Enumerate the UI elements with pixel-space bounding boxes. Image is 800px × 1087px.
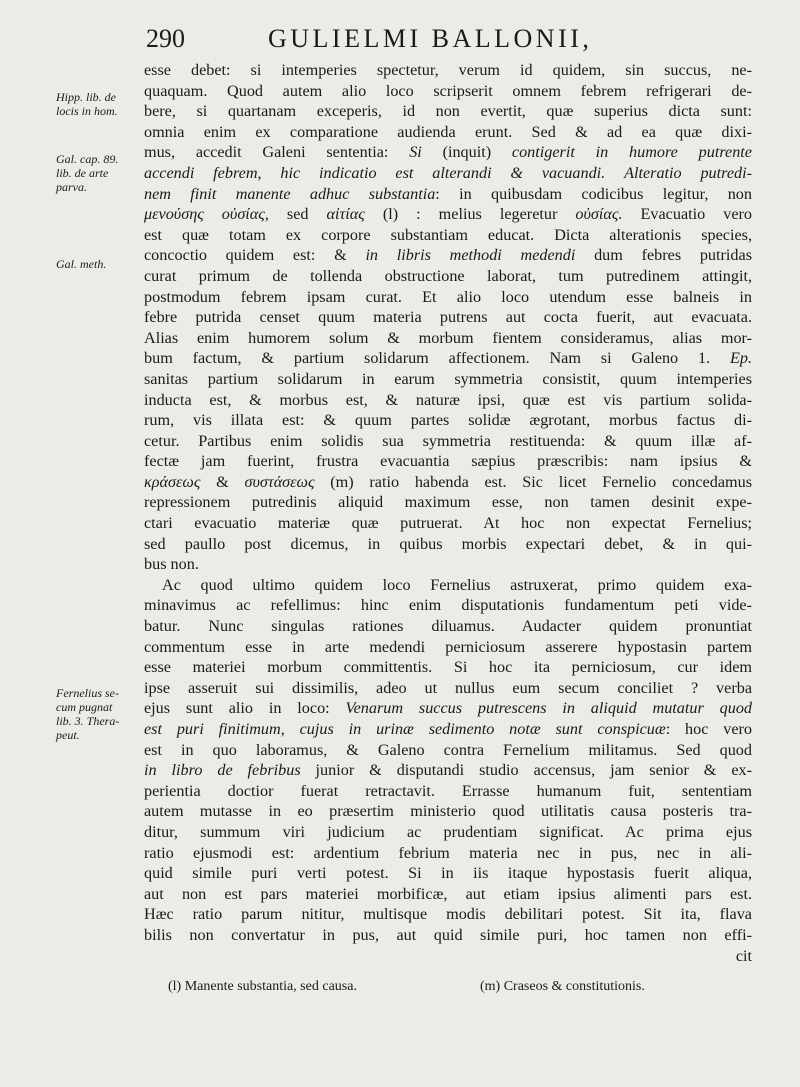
text-run: est in quo laboramus, & Galeno contra Fernelium militamus. Sed quod: [144, 740, 752, 759]
text-line: [144, 431, 752, 452]
text-run: ejus sunt alio in loco:: [144, 699, 346, 718]
text-run: [605, 164, 624, 182]
italic-run: Si: [409, 143, 422, 162]
text-line: [144, 534, 752, 555]
text-run: est quæ totam ex corpore substantiam educat. Dicta alterationis species,: [144, 225, 752, 244]
text-run: commentum esse in arte medendi perniciosum asserere hypostasin partem: [144, 637, 752, 656]
italic-run: Ep.: [729, 349, 752, 368]
italic-run: contigerit in humore putrente: [511, 143, 752, 162]
text-run: batur. Nunc singulas rationes diluamus. Audacter quidem pronuntiat: [144, 617, 752, 636]
text-run: junior & disputandi studio accensus, jam senior & ex-: [300, 761, 752, 780]
text-line: [144, 451, 752, 472]
text-run: ,: [257, 163, 281, 182]
text-line: [144, 554, 752, 575]
text-line: [144, 225, 752, 246]
text-run: ratio ejusmodi est: ardentium febrium materia nec in pus, nec in ali-: [144, 843, 752, 862]
italic-run: Alteratio putredi-: [624, 163, 752, 182]
text-line: [144, 616, 752, 637]
text-run: rum, vis illata est: & quum partes solidæ ægrotant, morbus factus di-: [144, 411, 752, 430]
text-run: fectæ jam fuerint, frustra evacuantia sæpius præscribis: nam ipsius &: [144, 452, 752, 471]
text-line: [144, 410, 752, 431]
footnote-l: (l) Manente substantia, sed causa.: [168, 979, 357, 994]
margin-note-hipp: Hipp. lib. de locis in hom.: [56, 90, 118, 118]
text-run: esse debet: si intemperies spectetur, verum id quidem, sin succus, ne-: [144, 61, 752, 79]
text-run: curat primum de tollenda obstructione laborat, tum putredinem attingit,: [144, 266, 752, 285]
text-line: [144, 946, 752, 967]
text-run: dum febres putridas: [575, 246, 752, 265]
text-run: bilis non convertatur in pus, aut quid simile puri, hoc tamen non effi-: [144, 925, 752, 944]
text-line: [144, 287, 752, 308]
text-run: quaquam. Quod autem alio loco scripserit omnem febrem refrigerari de-: [144, 81, 752, 100]
text-line: [144, 184, 752, 205]
text-line: [144, 595, 752, 616]
text-line: [144, 101, 752, 122]
running-title: GULIELMI BALLONII,: [268, 24, 593, 53]
text-line: [144, 925, 752, 946]
text-line: [144, 719, 752, 740]
text-run: : hoc vero: [665, 720, 752, 738]
text-run: (m) ratio habenda est. Sic licet Fernelio concedamus: [314, 472, 752, 491]
text-line: [144, 472, 752, 493]
text-line: [144, 740, 752, 761]
text-run: ctari evacuatio materiæ quæ putruerat. At hoc non expectat Fernelius;: [144, 514, 752, 533]
text-line: [144, 266, 752, 287]
italic-run: accendi febrem: [144, 163, 258, 182]
text-run: febre putrida censet quum materia putrens aut cocta fuerit, aut evacuata.: [144, 308, 752, 327]
text-run: quid simile puri verti potest. Si in iis itaque hypostasis fuerit aliqua,: [144, 864, 752, 883]
text-run: inducta est, & morbus est, & naturæ ipsi, quæ est vis partium solida-: [144, 390, 752, 409]
text-line: [144, 884, 752, 905]
text-run: Hæc ratio parum nititur, multisque modis debilitari potest. Sit ita, flava: [144, 905, 752, 924]
text-run: perientia doctior fuerat retractavit. Errasse humanum fuit, sententiam: [144, 781, 752, 800]
text-run: bus non.: [144, 555, 199, 574]
text-run: omnia enim ex comparatione audienda erunt. Sed & ad ea quæ dixi-: [144, 122, 752, 141]
text-line: [144, 492, 752, 513]
italic-run: est puri finitimum: [144, 720, 281, 738]
italic-run: αἰτίας: [326, 205, 365, 224]
italic-run: cujus in urinæ sedimento notæ sunt conspicuæ: [299, 720, 666, 738]
text-run: autem mutasse in eo præsertim ministerio quod utilitatis causa posteris tra-: [144, 802, 752, 821]
text-line: [144, 81, 752, 102]
text-line: [144, 678, 752, 699]
text-line: [144, 657, 752, 678]
text-run: (l) : melius legeretur: [364, 205, 576, 224]
italic-run: Venarum succus putrescens in aliquid mutatur quod: [345, 699, 752, 718]
body-text: [144, 60, 752, 966]
text-line: [144, 348, 752, 369]
text-line: [144, 822, 752, 843]
italic-run: συστάσεως: [244, 472, 315, 491]
italic-run: μενούσης οὐσίας: [144, 205, 265, 224]
page-header: [146, 22, 746, 58]
text-run: aut non est pars materiei morbificæ, aut etiam ipsius alimenti pars est.: [144, 884, 752, 903]
text-line: [144, 307, 752, 328]
italic-run: οὐσίας.: [575, 205, 623, 224]
text-line: [144, 843, 752, 864]
italic-run: nem finit manente adhuc substantia: [144, 184, 436, 203]
text-run: repressionem putredinis aliquid maximum esse, non tamen desinit expe-: [144, 493, 752, 512]
text-line: [144, 204, 752, 225]
text-line: [144, 122, 752, 143]
text-run: ,: [280, 720, 300, 738]
text-line: [144, 863, 752, 884]
text-run: Ac quod ultimo quidem loco Fernelius astruxerat, primo quidem exa-: [162, 575, 752, 594]
text-line: [144, 369, 752, 390]
italic-run: in libris methodi medendi: [365, 246, 576, 265]
text-run: : in quibusdam codicibus legitur, non: [435, 184, 752, 203]
text-run: (inquit): [421, 143, 512, 162]
text-run: ipse asseruit sui dissimilis, adeo ut nullus eum secum conciliet ? verba: [144, 678, 752, 697]
text-run: cit: [735, 946, 752, 965]
text-line: [144, 575, 752, 596]
text-run: sed paullo post dicemus, in quibus morbis expectari debet, & in qui-: [144, 534, 752, 553]
text-line: [144, 801, 752, 822]
italic-run: in libro de febribus: [144, 761, 301, 780]
text-run: concoctio quidem est: &: [144, 246, 366, 265]
margin-note-fernel: Fernelius se- cum pugnat lib. 3. Thera- peut.: [56, 686, 120, 742]
text-line: [144, 142, 752, 163]
text-line: [144, 904, 752, 925]
text-run: Evacuatio vero: [622, 205, 752, 224]
text-line: [144, 245, 752, 266]
text-run: cetur. Partibus enim solidis sua symmetria restituenda: & quum illæ af-: [144, 431, 752, 450]
text-run: Alias enim humorem solum & morbum fientem consideramus, alias mor-: [144, 328, 752, 347]
text-run: bere, si quartanam exceperis, id non evertit, quæ superius dicta sunt:: [144, 102, 752, 121]
text-line: [144, 390, 752, 411]
text-run: minavimus ac refellimus: hinc enim disputationis fundamentum peti vide-: [144, 596, 752, 615]
text-run: ditur, summum viri judicium ac prudentiam significat. Ac prima ejus: [144, 822, 752, 841]
italic-run: hic indicatio est alterandi & vacuandi.: [280, 163, 606, 182]
text-run: bum factum, & partium solidarum affectionem. Nam si Galeno 1.: [144, 349, 730, 368]
text-run: sanitas partium solidarum in earum symmetria consistit, quum intemperies: [144, 369, 752, 388]
text-line: [144, 513, 752, 534]
margin-note-gal-meth: Gal. meth.: [56, 257, 107, 271]
text-line: [144, 637, 752, 658]
italic-run: κράσεως: [144, 472, 201, 491]
text-line: [144, 163, 752, 184]
text-run: , sed: [264, 205, 327, 224]
text-line: [144, 781, 752, 802]
text-run: postmodum febrem ipsam curat. Et alio loco utendum esse balneis in: [144, 287, 752, 306]
page-number: 290: [146, 24, 185, 53]
text-line: [144, 60, 752, 81]
text-line: [144, 760, 752, 781]
text-line: [144, 698, 752, 719]
margin-note-gal-cap: Gal. cap. 89. lib. de arte parva.: [56, 152, 119, 194]
text-line: [144, 328, 752, 349]
text-run: mus, accedit Galeni sententia:: [144, 143, 410, 162]
footnote-m: (m) Craseos & constitutionis.: [480, 979, 645, 994]
text-run: &: [200, 472, 245, 491]
text-run: esse materiei morbum committentis. Si hoc ita perniciosum, cur idem: [144, 658, 752, 677]
